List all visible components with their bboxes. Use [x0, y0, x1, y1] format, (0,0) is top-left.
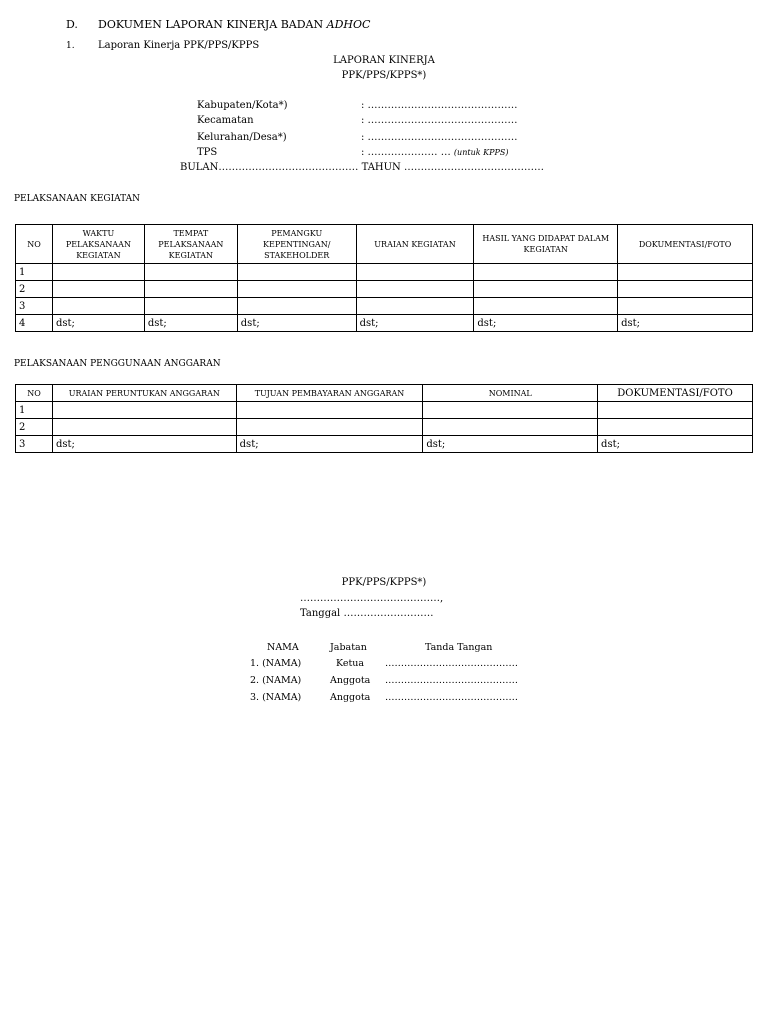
table-cell: 4 — [16, 315, 53, 332]
anggaran-col-nominal: NOMINAL — [423, 385, 598, 402]
item-number: 1. — [66, 41, 75, 51]
table-cell — [474, 298, 618, 315]
anggaran-table — [15, 384, 753, 453]
table-cell — [236, 402, 423, 419]
kegiatan-col-no: NO — [16, 225, 53, 264]
anggaran-title: PELAKSANAAN PENGGUNAAN ANGGARAN — [14, 359, 221, 369]
table-cell — [144, 264, 237, 281]
table-cell — [144, 298, 237, 315]
member-name: 2. (NAMA) — [250, 675, 302, 686]
table-cell — [52, 402, 236, 419]
table-cell: dst; — [423, 436, 598, 453]
item-title: Laporan Kinerja PPK/PPS/KPPS — [98, 40, 260, 51]
section-letter: D. — [66, 18, 78, 31]
table-cell — [52, 298, 144, 315]
table-cell — [618, 298, 753, 315]
table-row — [16, 298, 753, 315]
signature-col-jabatan: Jabatan — [330, 642, 367, 653]
table-row — [16, 264, 753, 281]
kegiatan-title: PELAKSANAAN KEGIATAN — [14, 194, 141, 204]
member-role: Ketua — [336, 658, 365, 669]
table-cell — [237, 281, 356, 298]
table-cell — [52, 281, 144, 298]
report-title: LAPORAN KINERJA — [333, 55, 435, 66]
kegiatan-col-pemangku: PEMANGKU KEPENTINGAN/ STAKEHOLDER — [237, 225, 356, 264]
signature-place: ……………………………………, — [300, 593, 444, 604]
kegiatan-header-row — [16, 225, 753, 264]
table-cell: 3 — [16, 436, 53, 453]
anggaran-col-tujuan: TUJUAN PEMBAYARAN ANGGARAN — [236, 385, 423, 402]
kegiatan-col-dokumentasi: DOKUMENTASI/FOTO — [618, 225, 753, 264]
kegiatan-table — [15, 224, 753, 332]
table-cell — [618, 281, 753, 298]
signature-org: PPK/PPS/KPPS*) — [341, 577, 427, 588]
field-note-tps: (untuk KPPS) — [453, 148, 509, 157]
section-title-text: DOKUMEN LAPORAN KINERJA BADAN — [98, 18, 327, 31]
table-cell — [237, 264, 356, 281]
member-signature-line: …………………………………… — [385, 658, 518, 669]
field-value-kelurahan: : ……………………………………… — [361, 132, 518, 143]
table-row — [16, 281, 753, 298]
table-cell — [598, 419, 753, 436]
table-cell: dst; — [52, 315, 144, 332]
member-role: Anggota — [330, 692, 371, 703]
field-value-kecamatan: : ……………………………………… — [361, 115, 518, 126]
table-cell: dst; — [144, 315, 237, 332]
table-cell — [356, 264, 474, 281]
table-cell — [618, 264, 753, 281]
anggaran-col-uraian: URAIAN PERUNTUKAN ANGGARAN — [52, 385, 236, 402]
table-cell: 2 — [16, 419, 53, 436]
period-line: BULAN…………………………………… TAHUN …………………………………… — [180, 162, 544, 173]
table-row — [16, 315, 753, 332]
field-value-kabupaten: : ……………………………………… — [361, 100, 518, 111]
table-row — [16, 402, 753, 419]
table-cell: 2 — [16, 281, 53, 298]
field-label-kabupaten: Kabupaten/Kota*) — [197, 100, 288, 111]
field-label-kelurahan: Kelurahan/Desa*) — [197, 132, 287, 143]
anggaran-col-dokumentasi: DOKUMENTASI/FOTO — [598, 385, 753, 402]
kegiatan-col-uraian: URAIAN KEGIATAN — [356, 225, 474, 264]
section-title-italic: ADHOC — [326, 18, 371, 31]
table-cell — [237, 298, 356, 315]
member-signature-line: …………………………………… — [385, 675, 518, 686]
kegiatan-col-waktu: WAKTU PELAKSANAAN KEGIATAN — [52, 225, 144, 264]
table-cell — [423, 402, 598, 419]
member-name: 1. (NAMA) — [250, 658, 302, 669]
signature-col-nama: NAMA — [267, 642, 299, 653]
kegiatan-col-tempat: TEMPAT PELAKSANAAN KEGIATAN — [144, 225, 237, 264]
table-cell — [423, 419, 598, 436]
table-cell — [598, 402, 753, 419]
table-cell — [356, 281, 474, 298]
table-cell — [52, 419, 236, 436]
member-name: 3. (NAMA) — [250, 692, 302, 703]
table-cell: dst; — [236, 436, 423, 453]
table-cell: dst; — [598, 436, 753, 453]
field-value-tps — [361, 147, 508, 158]
table-cell: 1 — [16, 264, 53, 281]
table-cell — [474, 281, 618, 298]
table-cell — [52, 264, 144, 281]
member-role: Anggota — [330, 675, 371, 686]
anggaran-col-no: NO — [16, 385, 53, 402]
table-cell: dst; — [356, 315, 474, 332]
signature-col-ttd: Tanda Tangan — [425, 642, 493, 653]
table-cell — [474, 264, 618, 281]
table-cell: dst; — [618, 315, 753, 332]
field-label-tps: TPS — [197, 147, 218, 158]
table-cell: 3 — [16, 298, 53, 315]
field-value-tps-dots: : ………………… … — [361, 147, 451, 158]
table-cell — [236, 419, 423, 436]
table-cell — [144, 281, 237, 298]
anggaran-header-row — [16, 385, 753, 402]
table-cell: dst; — [52, 436, 236, 453]
table-cell: dst; — [474, 315, 618, 332]
member-signature-line: …………………………………… — [385, 692, 518, 703]
table-cell — [356, 298, 474, 315]
field-label-kecamatan: Kecamatan — [197, 115, 254, 126]
report-subtitle: PPK/PPS/KPPS*) — [341, 70, 427, 81]
table-row — [16, 419, 753, 436]
table-cell: 1 — [16, 402, 53, 419]
section-title — [98, 18, 370, 31]
kegiatan-col-hasil: HASIL YANG DIDAPAT DALAM KEGIATAN — [474, 225, 618, 264]
signature-date: Tanggal ……………………… — [300, 608, 434, 619]
table-row — [16, 436, 753, 453]
table-cell: dst; — [237, 315, 356, 332]
